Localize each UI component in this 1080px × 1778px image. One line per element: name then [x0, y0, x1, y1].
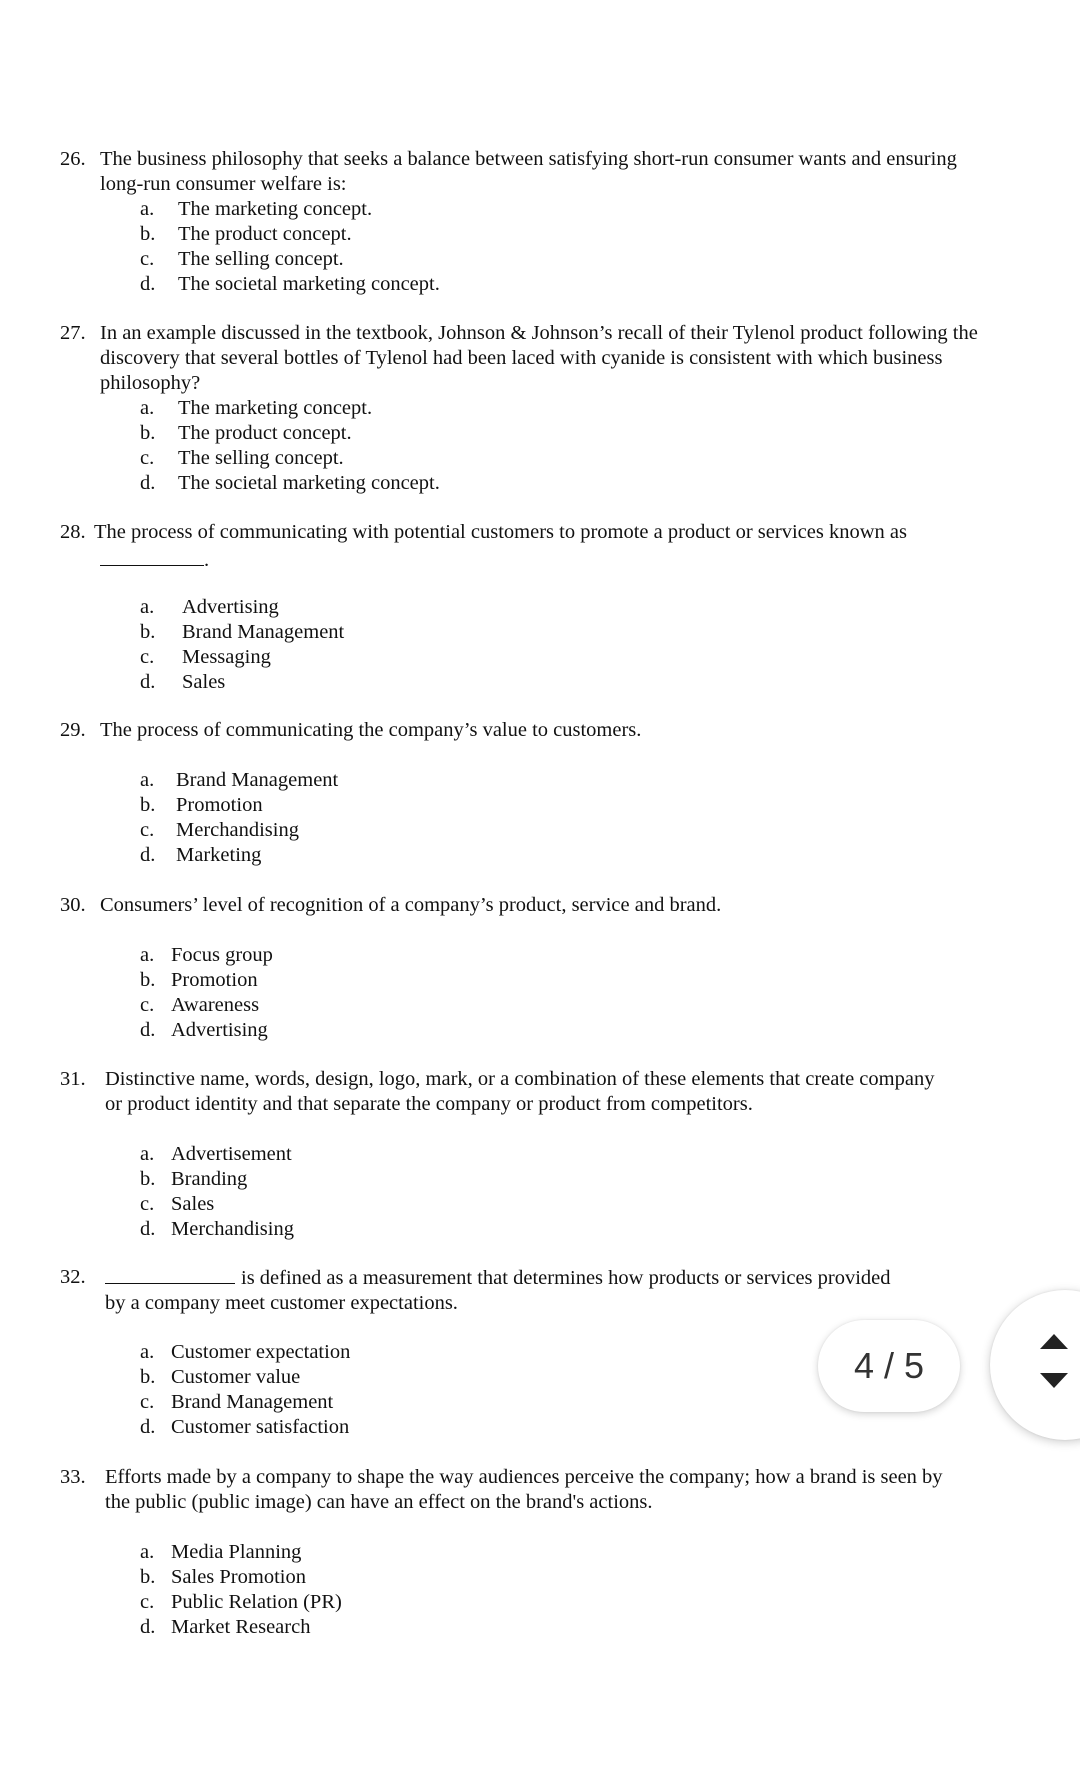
question-number: 33. — [60, 1466, 86, 1488]
option-letter: a. — [140, 1541, 155, 1563]
question-number: 30. — [60, 894, 86, 916]
option-letter: c. — [140, 646, 155, 668]
option-letter: c. — [140, 1391, 155, 1413]
option-text: Brand Management — [176, 769, 339, 791]
option-text: The selling concept. — [178, 248, 344, 270]
stem-line: discovery that several bottles of Tylenol had been laced with cyanide is consistent with which business — [100, 347, 943, 369]
stem-line: The process of communicating the company’s value to customers. — [100, 719, 642, 741]
option-letter: a. — [140, 596, 155, 618]
option-text: Awareness — [171, 994, 260, 1016]
option-text: Media Planning — [171, 1541, 302, 1563]
option-letter: c. — [140, 819, 155, 841]
option-text: The marketing concept. — [178, 397, 373, 419]
question-stem — [60, 893, 1040, 918]
option-text: Branding — [171, 1168, 248, 1190]
option-letter: b. — [140, 969, 156, 991]
option-text: Sales Promotion — [171, 1566, 306, 1588]
stem-line: Distinctive name, words, design, logo, mark, or a combination of these elements that create company — [105, 1068, 935, 1090]
option-letter: a. — [140, 944, 155, 966]
option-letter: c. — [140, 1193, 155, 1215]
stem-line: the public (public image) can have an effect on the brand's actions. — [105, 1491, 653, 1513]
option-letter: c. — [140, 447, 155, 469]
question-number: 32. — [60, 1266, 86, 1288]
question-stem — [60, 147, 1040, 197]
answer-blank-line — [94, 547, 1040, 573]
option-text: Marketing — [176, 844, 262, 866]
option-text: Public Relation (PR) — [171, 1591, 342, 1613]
option-letter: b. — [140, 621, 156, 643]
option-letter: a. — [140, 1143, 155, 1165]
stem-line: by a company meet customer expectations. — [105, 1292, 458, 1314]
question-31 — [60, 1067, 1040, 1240]
option-letter: b. — [140, 1366, 156, 1388]
stem-line: The business philosophy that seeks a balance between satisfying short-run consumer wants and ensuring — [100, 148, 957, 170]
option-letter: d. — [140, 844, 156, 866]
question-28 — [60, 520, 1040, 693]
question-stem — [60, 1067, 1040, 1117]
blank-suffix: . — [204, 549, 210, 571]
question-number: 26. — [60, 148, 86, 170]
question-stem — [60, 718, 1040, 743]
question-27 — [60, 321, 1040, 494]
option-letter: d. — [140, 1616, 156, 1638]
stem-line: Consumers’ level of recognition of a company’s product, service and brand. — [100, 894, 722, 916]
question-number: 29. — [60, 719, 86, 741]
option-letter: d. — [140, 671, 156, 693]
option-text: Brand Management — [182, 621, 345, 643]
option-text: The product concept. — [178, 223, 352, 245]
option-letter: d. — [140, 472, 156, 494]
question-26 — [60, 147, 1040, 295]
option-letter: d. — [140, 1019, 156, 1041]
answer-blank — [105, 1265, 235, 1284]
option-text: Advertisement — [171, 1143, 292, 1165]
question-stem — [60, 520, 1040, 573]
option-letter: b. — [140, 1168, 156, 1190]
option-letter: a. — [140, 1341, 155, 1363]
question-number: 27. — [60, 322, 86, 344]
option-text: Customer expectation — [171, 1341, 351, 1363]
option-text: The marketing concept. — [178, 198, 373, 220]
stem-line: The process of communicating with potential customers to promote a product or services known as — [94, 521, 907, 543]
option-letter: a. — [140, 769, 155, 791]
page-indicator: 4 / 5 — [818, 1320, 960, 1412]
stem-line: long-run consumer welfare is: — [100, 173, 347, 195]
question-number: 31. — [60, 1068, 86, 1090]
option-text: Sales — [182, 671, 226, 693]
caret-down-icon[interactable] — [1040, 1373, 1068, 1388]
question-33 — [60, 1465, 1040, 1638]
question-stem — [60, 321, 1040, 396]
option-text: Customer value — [171, 1366, 301, 1388]
question-number: 28. — [60, 521, 86, 543]
option-letter: b. — [140, 794, 156, 816]
option-text: Customer satisfaction — [171, 1416, 350, 1438]
option-text: Merchandising — [176, 819, 299, 841]
option-text: Market Research — [171, 1616, 311, 1638]
question-29 — [60, 718, 1040, 866]
option-text: Messaging — [182, 646, 271, 668]
answer-blank — [100, 547, 204, 566]
option-text: Brand Management — [171, 1391, 334, 1413]
option-letter: a. — [140, 397, 155, 419]
question-stem — [60, 1465, 1040, 1515]
option-text: Promotion — [176, 794, 263, 816]
option-text: The selling concept. — [178, 447, 344, 469]
option-letter: c. — [140, 1591, 155, 1613]
question-30 — [60, 893, 1040, 1041]
caret-up-icon[interactable] — [1040, 1334, 1068, 1349]
option-letter: a. — [140, 198, 155, 220]
option-text: Merchandising — [171, 1218, 294, 1240]
stem-line — [105, 1265, 1040, 1291]
stem-line-text: is defined as a measurement that determines how products or services provided — [241, 1267, 891, 1289]
option-letter: c. — [140, 994, 155, 1016]
option-text: The societal marketing concept. — [178, 472, 440, 494]
option-text: Advertising — [182, 596, 279, 618]
option-text: Advertising — [171, 1019, 268, 1041]
question-stem — [60, 1265, 1040, 1316]
option-text: Sales — [171, 1193, 215, 1215]
option-letter: c. — [140, 248, 155, 270]
option-letter: b. — [140, 1566, 156, 1588]
option-letter: d. — [140, 273, 156, 295]
option-letter: b. — [140, 223, 156, 245]
stem-line: Efforts made by a company to shape the way audiences perceive the company; how a brand is seen by — [105, 1466, 943, 1488]
stem-line: philosophy? — [100, 372, 201, 394]
option-text: The societal marketing concept. — [178, 273, 440, 295]
option-letter: d. — [140, 1416, 156, 1438]
stem-line: or product identity and that separate the company or product from competitors. — [105, 1093, 753, 1115]
option-letter: b. — [140, 422, 156, 444]
option-text: Focus group — [171, 944, 273, 966]
option-text: Promotion — [171, 969, 258, 991]
stem-line: In an example discussed in the textbook, Johnson & Johnson’s recall of their Tylenol product following the — [100, 322, 978, 344]
option-letter: d. — [140, 1218, 156, 1240]
option-text: The product concept. — [178, 422, 352, 444]
